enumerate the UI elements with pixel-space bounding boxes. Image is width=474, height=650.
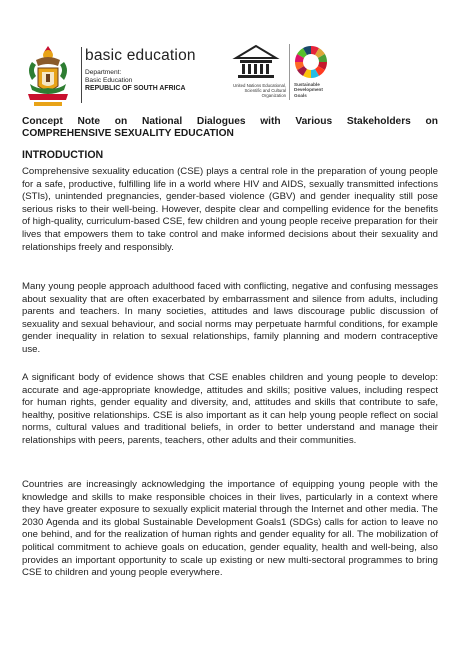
unesco-caption: United Nations Educational, Scientific and Cultural Organization: [232, 83, 286, 99]
paragraph: A significant body of evidence shows that CSE enables children and young people to develop: accurate and age-appropriate knowledge, attitudes and skills; positive values, including respect for human rights, gender equality and diversity, and, attitudes and skills that contribute to safe, healthy, positive relationships. CSE is also important as it can help young people reflect on social norms, cultural values and traditional beliefs, in order to better understand and manage their relationships with peers, parents, teachers, other adults and their communities.: [22, 372, 438, 446]
department-label: Department:: [85, 69, 122, 76]
document-title-line2: COMPREHENSIVE SEXUALITY EDUCATION: [22, 128, 234, 139]
country-name: REPUBLIC OF SOUTH AFRICA: [85, 85, 186, 93]
paragraph: Many young people approach adulthood faced with conflicting, negative and confusing messages about sexuality that are often exacerbated by embarrassment and silence from adults, including parents and teachers. In many societies, attitudes and laws discourage public discussion of sexuality and sexual behaviour, and social norms may perpetuate harmful conditions, for example gender inequality in relation to sexual relationships, family planning and modern contraceptive use.: [22, 281, 438, 355]
sdg-caption: Sustainable Development Goals: [294, 82, 323, 98]
sdg-wheel-logo: [293, 44, 329, 80]
coat-of-arms-logo: [18, 40, 78, 112]
section-heading: INTRODUCTION: [22, 149, 104, 161]
department-details: [85, 69, 185, 94]
paragraph: Countries are increasingly acknowledging the importance of equipping young people with the knowledge and skills to make responsible choices in their lives, particularly in a context where they have greater exposure to sexually explicit material through the Internet and other media. The 2030 Agenda and its global Sustainable Development Goals1 (SDGs) calls for action to leave no one behind, and for the realization of human rights and gender equality for all. The mobilization of political commitment to achieve goals on education, gender equality, health and well-being, also provides an important opportunity to scale up existing or new multi-sectoral programmes to bring CSE to children and young people everywhere.: [22, 479, 438, 579]
document-title-line1: Concept Note on National Dialogues with Various Stakeholders on: [22, 116, 438, 127]
department-name: basic education: [85, 47, 196, 64]
header-divider: [81, 47, 82, 103]
logo-divider: [289, 44, 290, 100]
paragraph: Comprehensive sexuality education (CSE) plays a central role in the preparation of young people for a safe, productive, fulfilling life in a world where HIV and AIDS, sexually transmitted infections (STIs), unintended pregnancies, gender-based violence (GBV) and gender inequality still pose serious risks to their well-being. However, despite clear and compelling evidence for the benefits of high-quality, curriculum-based CSE, few children and young people receive preparation for their lives that empowers them to take control and make informed decisions about their sexuality and relationships freely and responsibly.: [22, 166, 438, 253]
department-title: Basic Education: [85, 77, 133, 85]
unesco-logo: [232, 44, 280, 82]
